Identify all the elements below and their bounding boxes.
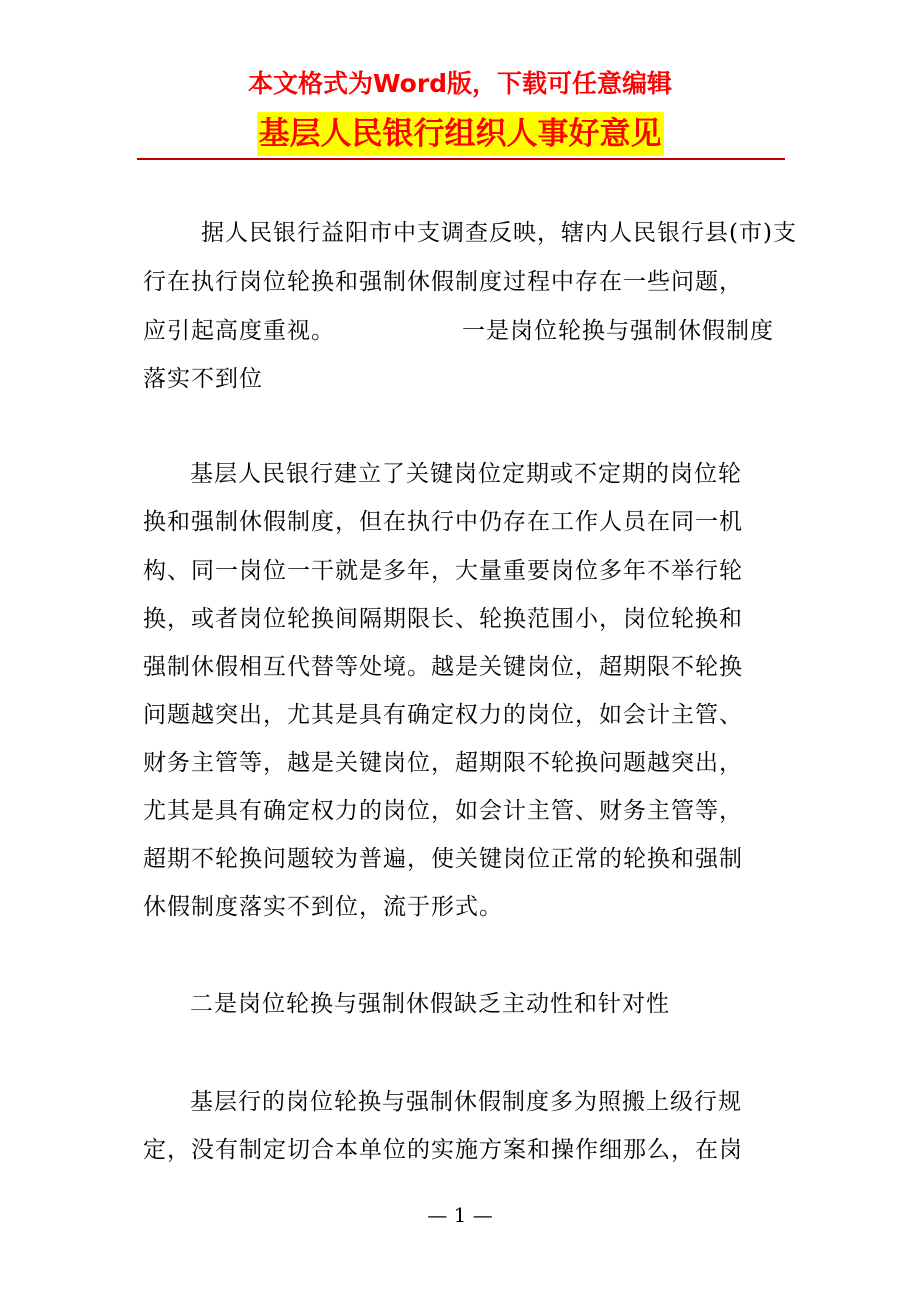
body-line: 据人民银行益阳市中支调查反映，辖内人民银行县(市)支 — [201, 220, 797, 246]
body-line: 换和强制休假制度，但在执行中仍存在工作人员在同一机 — [143, 509, 743, 535]
section-heading: 二是岗位轮换与强制休假缺乏主动性和针对性 — [190, 991, 670, 1017]
body-line: 换，或者岗位轮换间隔期限长、轮换范围小，岗位轮换和 — [143, 606, 743, 632]
body-line: 基层人民银行建立了关键岗位定期或不定期的岗位轮 — [190, 461, 742, 487]
body-line: 构、同一岗位一干就是多年，大量重要岗位多年不举行轮 — [143, 558, 743, 584]
body-line: 问题越突出，尤其是具有确定权力的岗位，如会计主管、 — [143, 702, 743, 728]
page-number: — 1 — — [427, 1203, 493, 1227]
body-line: 应引起高度重视。 — [143, 318, 335, 344]
body-line: 超期不轮换问题较为普遍，使关键岗位正常的轮换和强制 — [143, 846, 743, 872]
format-notice: 本文格式为Word版，下载可任意编辑 — [247, 69, 673, 98]
body-line: 定，没有制定切合本单位的实施方案和操作细那么，在岗 — [143, 1137, 743, 1163]
title-divider — [137, 158, 785, 160]
document-title: 基层人民银行组织人事好意见 — [257, 112, 664, 156]
body-line: 休假制度落实不到位，流于形式。 — [143, 894, 503, 920]
title-block — [0, 112, 920, 156]
body-line: 财务主管等，越是关键岗位，超期限不轮换问题越突出， — [143, 750, 743, 776]
body-line: 强制休假相互代替等处境。越是关键岗位，超期限不轮换 — [143, 654, 743, 680]
section-heading: 一是岗位轮换与强制休假制度 — [462, 318, 774, 344]
section-heading-cont: 落实不到位 — [143, 366, 263, 392]
body-line: 基层行的岗位轮换与强制休假制度多为照搬上级行规 — [190, 1089, 742, 1115]
body-line: 行在执行岗位轮换和强制休假制度过程中存在一些问题， — [143, 269, 743, 295]
body-line: 尤其是具有确定权力的岗位，如会计主管、财务主管等， — [143, 798, 743, 824]
